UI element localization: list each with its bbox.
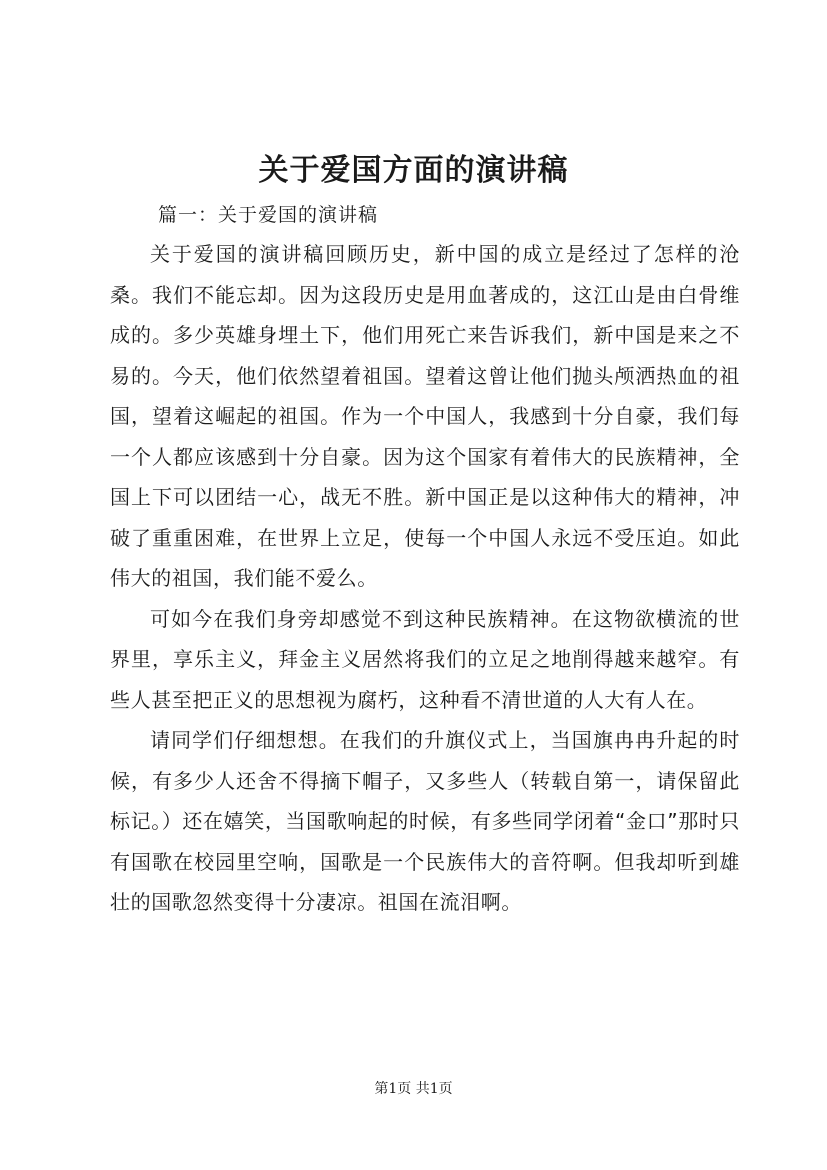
document-body (110, 234, 740, 923)
page-number-footer: 第1页 共1页 (374, 1081, 453, 1097)
section-heading: 篇一：关于爱国的演讲稿 (158, 204, 379, 226)
paragraph-3: 请同学们仔细想想。在我们的升旗仪式上，当国旗冉冉升起的时候，有多少人还舍不得摘下帽子，又多些人（转载自第一，请保留此标记。）还在嬉笑，当国歌响起的时候，有多些同学闭着“金口”那时只有国歌在校园里空响，国歌是一个民族伟大的音符啊。但我却听到雄壮的国歌忽然变得十分凄凉。祖国在流泪啊。 (110, 728, 740, 914)
paragraph-2: 可如今在我们身旁却感觉不到这种民族精神。在这物欲横流的世界里，享乐主义，拜金主义居然将我们的立足之地削得越来越窄。有些人甚至把正义的思想视为腐朽，这种看不清世道的人大有人在。 (110, 606, 740, 712)
paragraph-1: 关于爱国的演讲稿回顾历史，新中国的成立是经过了怎样的沧桑。我们不能忘却。因为这段历史是用血著成的，这江山是由白骨维成的。多少英雄身埋土下，他们用死亡来告诉我们，新中国是来之不易的。今天，他们依然望着祖国。望着这曾让他们抛头颅洒热血的祖国，望着这崛起的祖国。作为一个中国人，我感到十分自豪，我们每一个人都应该感到十分自豪。因为这个国家有着伟大的民族精神，全国上下可以团结一心，战无不胜。新中国正是以这种伟大的精神，冲破了重重困难，在世界上立足，使每一个中国人永远不受压迫。如此伟大的祖国，我们能不爱么。 (110, 242, 740, 590)
document-title: 关于爱国方面的演讲稿 (258, 153, 569, 188)
